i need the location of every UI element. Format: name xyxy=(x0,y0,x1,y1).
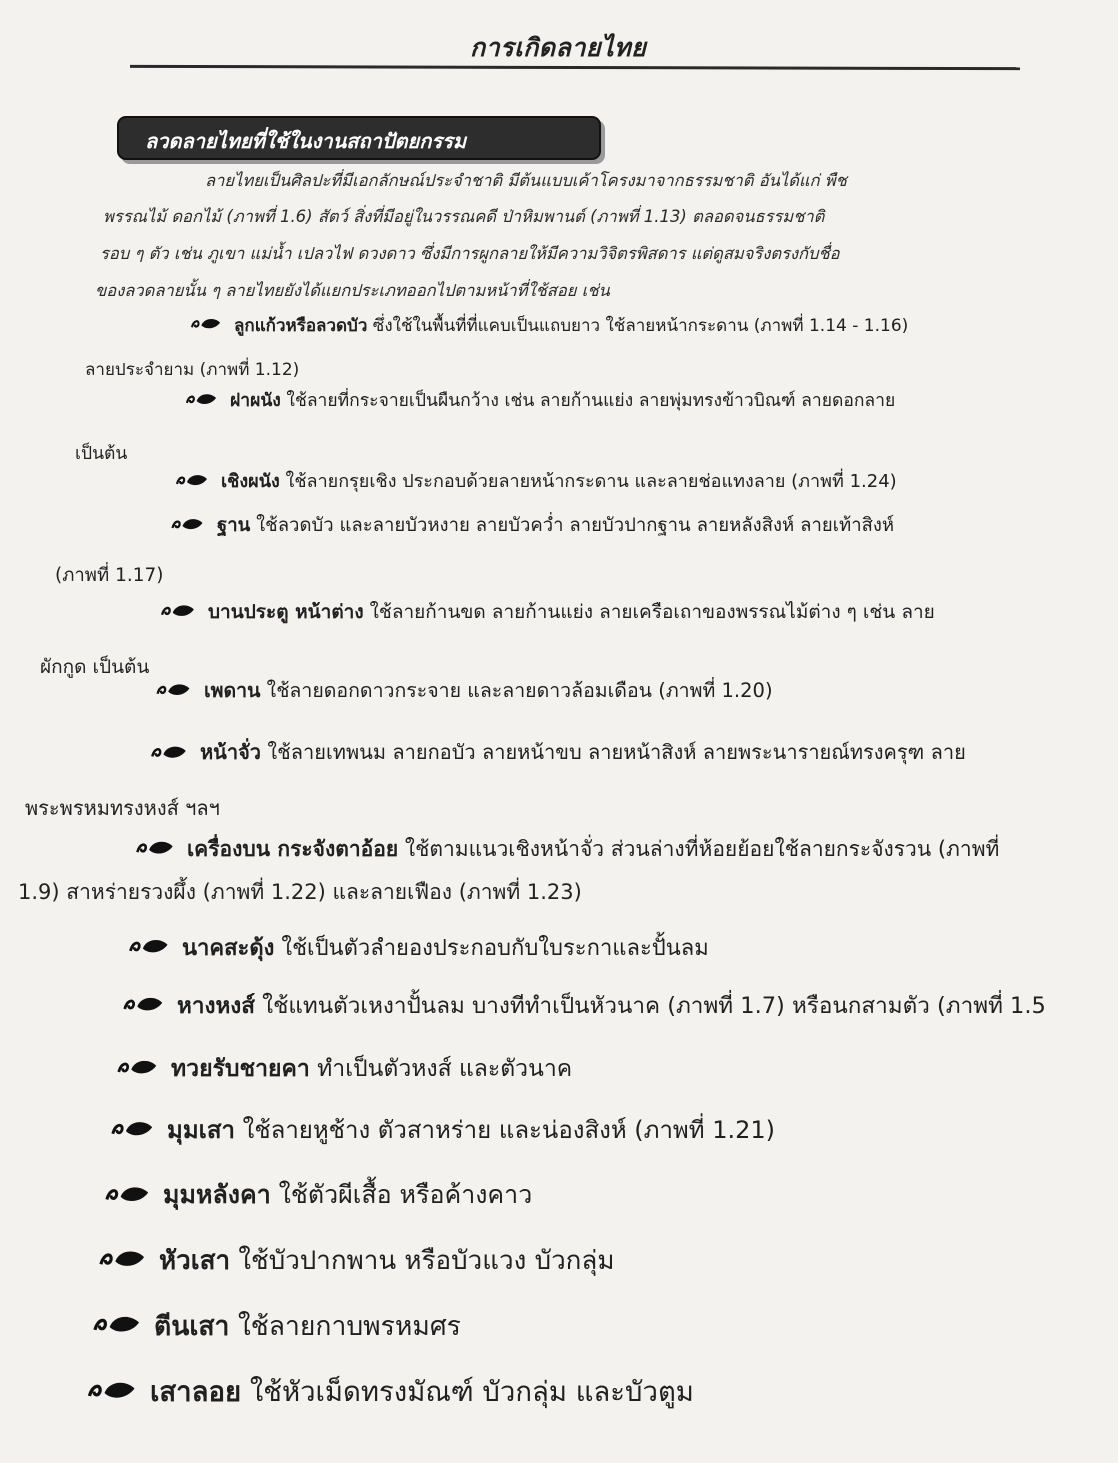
item-continuation: ผักกูด เป็นต้น xyxy=(40,656,150,678)
intro-line: ของลวดลายนั้น ๆ ลายไทยยังได้แยกประเภทออกไปตามหน้าที่ใช้สอย เช่น xyxy=(95,281,610,300)
item-term: เสาลอย xyxy=(150,1376,242,1408)
leaf-flourish-icon xyxy=(160,602,196,624)
leaf-flourish-icon xyxy=(175,472,209,493)
item-description: ใช้ลายหูช้าง ตัวสาหร่าย และน่องสิงห์ (ภาพที่ 1.21) xyxy=(234,1116,776,1144)
intro-line: พรรณไม้ ดอกไม้ (ภาพที่ 1.6) สัตว์ สิ่งที่มีอยู่ในวรรณคดี ป่าหิมพานต์ (ภาพที่ 1.13) ตลอดจนธรรมชาติ xyxy=(103,207,825,226)
list-item xyxy=(160,597,935,627)
list-item xyxy=(190,312,908,339)
item-description: ใช้บัวปากพาน หรือบัวแวง บัวกลุ่ม xyxy=(230,1246,615,1276)
item-continuation: (ภาพที่ 1.17) xyxy=(55,565,164,586)
item-term: ฐาน xyxy=(217,515,251,536)
item-description: ใช้แทนตัวเหงาปั้นลม บางทีทำเป็นหัวนาค (ภาพที่ 1.7) หรือนกสามตัว (ภาพที่ 1.5 xyxy=(255,993,1046,1019)
list-item xyxy=(104,1175,532,1215)
list-item xyxy=(170,511,894,540)
item-term: มุมเสา xyxy=(167,1116,235,1144)
list-item xyxy=(150,736,966,768)
leaf-flourish-icon xyxy=(135,838,175,862)
leaf-flourish-icon xyxy=(122,994,165,1020)
item-description: ใช้ลายกาบพรหมศร xyxy=(229,1311,461,1342)
leaf-flourish-icon xyxy=(185,391,218,412)
list-item xyxy=(128,930,709,965)
header-rule xyxy=(130,65,1020,70)
list-item xyxy=(86,1370,694,1414)
item-term: หน้าจั่ว xyxy=(200,740,262,764)
leaf-flourish-icon xyxy=(155,680,192,703)
leaf-flourish-icon xyxy=(104,1182,151,1211)
list-item xyxy=(135,833,999,866)
item-continuation: เป็นต้น xyxy=(75,444,128,464)
item-term: ทวยรับชายคา xyxy=(171,1056,310,1082)
list-item xyxy=(122,987,1046,1023)
list-item xyxy=(116,1051,572,1087)
item-term: ตีนเสา xyxy=(154,1311,230,1342)
item-term: หัวเสา xyxy=(159,1246,231,1276)
item-continuation: พระพรหมทรงหงส์ ฯลฯ xyxy=(25,796,220,820)
item-continuation: ลายประจำยาม (ภาพที่ 1.12) xyxy=(85,360,300,380)
leaf-flourish-icon xyxy=(150,742,188,766)
leaf-flourish-icon xyxy=(116,1057,159,1083)
item-term: นาคสะดุ้ง xyxy=(182,936,275,961)
item-description: ใช้ลวดบัว และลายบัวหงาย ลายบัวคว่ำ ลายบัวปากฐาน ลายหลังสิงห์ ลายเท้าสิงห์ xyxy=(250,515,895,536)
section-banner xyxy=(117,116,601,160)
item-term: หางหงส์ xyxy=(177,993,256,1019)
intro-line: รอบ ๆ ตัว เช่น ภูเขา แม่น้ำ เปลวไฟ ดวงดาว ซึ่งมีการผูกลายให้มีความวิจิตรพิสดาร แต่ดูสมจริงตรงกับชื่อ xyxy=(100,244,840,263)
leaf-flourish-icon xyxy=(110,1117,155,1145)
item-description: ใช้ลายเทพนม ลายกอบัว ลายหน้าขบ ลายหน้าสิงห์ ลายพระนารายณ์ทรงครุฑ ลาย xyxy=(261,740,966,764)
item-description: ใช้ลายกรุยเชิง ประกอบด้วยลายหน้ากระดาน และลายช่อแทงลาย (ภาพที่ 1.24) xyxy=(279,471,897,492)
item-continuation: 1.9) สาหร่ายรวงผึ้ง (ภาพที่ 1.22) และลายเฟือง (ภาพที่ 1.23) xyxy=(18,880,582,904)
item-description: ใช้เป็นตัวลำยองประกอบกับใบระกาและปั้นลม xyxy=(274,936,709,961)
item-term: บานประตู หน้าต่าง xyxy=(208,601,364,623)
list-item xyxy=(98,1240,614,1281)
leaf-flourish-icon xyxy=(170,516,205,537)
item-description: ใช้ลายก้านขด ลายก้านแย่ง ลายเครือเถาของพรรณไม้ต่าง ๆ เช่น ลาย xyxy=(363,601,935,623)
item-term: ฝาผนัง xyxy=(230,391,281,411)
intro-line: ลายไทยเป็นศิลปะที่มีเอกลักษณ์ประจำชาติ มีต้นแบบเค้าโครงมาจากธรรมชาติ อันได้แก่ พืช xyxy=(205,171,847,190)
list-item xyxy=(92,1305,461,1347)
item-term: เพดาน xyxy=(204,679,261,702)
item-description: ทำเป็นตัวหงส์ และตัวนาค xyxy=(309,1056,573,1082)
item-description: ใช้ลายดอกดาวกระจาย และลายดาวล้อมเดือน (ภาพที่ 1.20) xyxy=(260,679,773,702)
item-description: ซึ่งใช้ในพื้นที่ที่แคบเป็นแถบยาว ใช้ลายหน้ากระดาน (ภาพที่ 1.14 - 1.16) xyxy=(367,316,909,336)
list-item xyxy=(110,1110,775,1149)
list-item xyxy=(155,675,773,706)
leaf-flourish-icon xyxy=(128,936,170,962)
item-term: ลูกแก้วหรือลวดบัว xyxy=(234,316,368,336)
leaf-flourish-icon xyxy=(92,1312,142,1343)
item-description: ใช้หัวเม็ดทรงมัณฑ์ บัวกลุ่ม และบัวตูม xyxy=(241,1376,694,1408)
running-header: การเกิดลายไทย xyxy=(470,33,647,62)
list-item xyxy=(185,386,895,414)
item-description: ใช้ตามแนวเชิงหน้าจั่ว ส่วนล่างที่ห้อยย้อยใช้ลายกระจังรวน (ภาพที่ xyxy=(398,837,1000,861)
item-description: ใช้ลายที่กระจายเป็นผืนกว้าง เช่น ลายก้านแย่ง ลายพุ่มทรงข้าวบิณฑ์ ลายดอกลาย xyxy=(280,391,896,411)
leaf-flourish-icon xyxy=(86,1377,138,1409)
leaf-flourish-icon xyxy=(98,1247,147,1277)
section-title: ลวดลายไทยที่ใช้ในงานสถาปัตยกรรม xyxy=(145,129,466,153)
list-item xyxy=(175,466,897,495)
item-term: มุมหลังคา xyxy=(163,1180,271,1209)
item-term: เชิงผนัง xyxy=(221,471,280,492)
item-term: เครื่องบน กระจังตาอ้อย xyxy=(187,837,399,861)
item-description: ใช้ตัวผีเสื้อ หรือค้างคาว xyxy=(270,1180,533,1209)
leaf-flourish-icon xyxy=(190,316,222,336)
